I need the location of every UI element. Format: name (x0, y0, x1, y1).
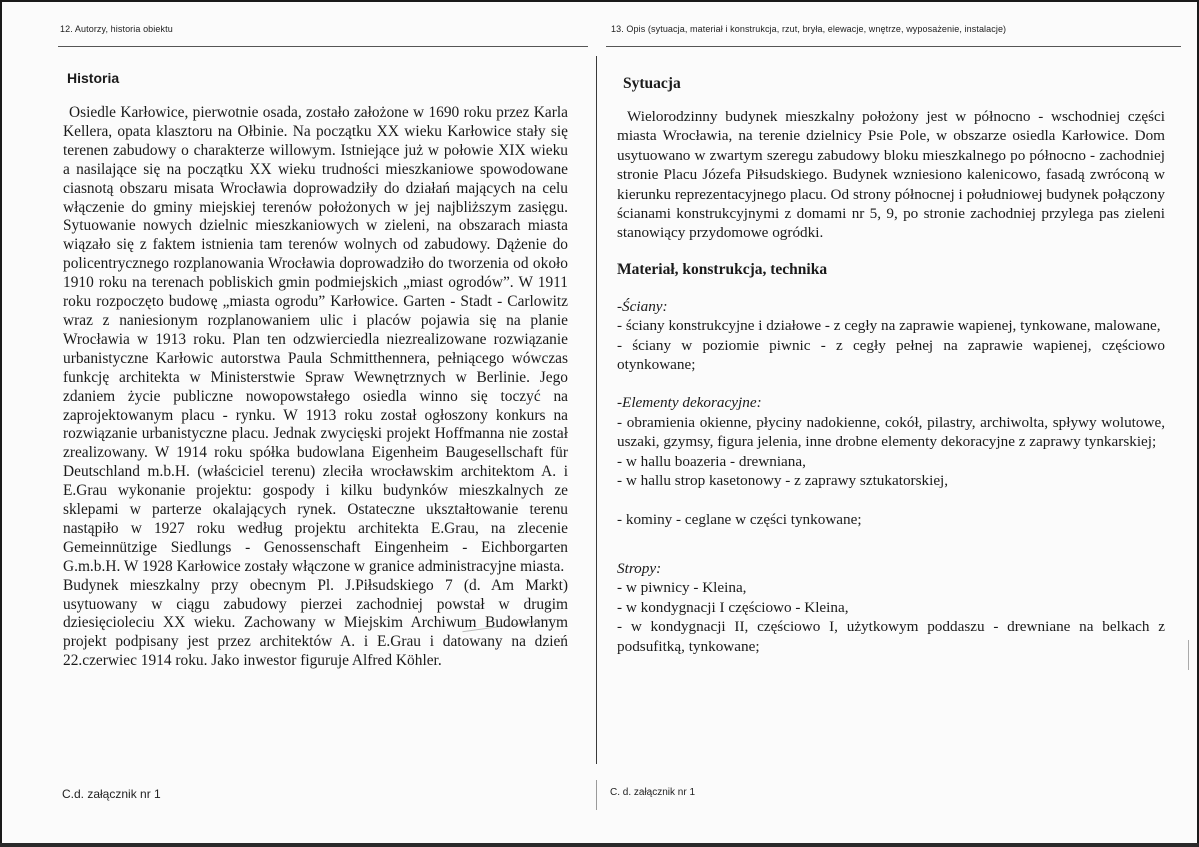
ceilings-item-3: - w kondygnacji II, częściowo I, użytkowym poddaszu - drewniane na belkach z podsufitką, tynkowane; (617, 618, 1165, 655)
decorative-item-3: - w hallu strop kasetonowy - z zaprawy sztukatorskiej, (617, 472, 949, 490)
header-rule-left (58, 46, 588, 47)
header-rule-right (606, 46, 1181, 47)
description-column (617, 75, 1165, 656)
scan-border-left (0, 0, 2, 847)
ceilings-item-2: - w kondygnacji I częściowo - Kleina, (617, 598, 849, 616)
footer-right-label: C. d. załącznik nr 1 (610, 787, 696, 798)
walls-item-2: - ściany w poziomie piwnic - z cegły pełnej na zaprawie wapienej, częściowo otynkowane; (617, 336, 1165, 374)
walls-item-1: - ściany konstrukcyjne i działowe - z cegły na zaprawie wapienej, tynkowane, malowane, (617, 317, 1161, 335)
ceilings-label: Stropy: (617, 559, 662, 577)
scan-border-top (0, 0, 1199, 2)
header-right-label: 13. Opis (sytuacja, materiał i konstrukcja, rzut, bryła, elewacje, wnętrze, wyposażenie, instalacje) (611, 24, 1007, 34)
footer-left-label: C.d. załącznik nr 1 (62, 787, 161, 801)
scan-mark (1188, 640, 1189, 670)
history-paragraph-1: Osiedle Karłowice, pierwotnie osada, zostało założone w 1690 roku przez Karla Kellera, opata klasztoru na Ołbinie. Na początku XX wieku Karłowice stały się terenen zabudowy o charakterze willowym. Istniejące już w połowie XIX wieku a nasilające się na początku XX wieku trudności mieszkaniowe spowodowane ciasnotą obszaru misata Wrocławia doprowadziły do działań mających na celu włączenie do gminy miejskiej terenów położonych w jej najbliższym zasięgu. Sytuowanie nowych dzielnic mieszkaniowych w zieleni, na obszarach miasta wiązało się z faktem istnienia tam terenów wolnych od zabudowy. Dążenie do policentrycznego rozplanowania Wrocławia doprowadziło do tworzenia od około 1910 roku na terenach pobliskich gmin podmiejskich „miast ogrodów”. W 1911 roku rozpoczęto budowę „miasta ogrodu” Karłowice. Garten - Stadt - Carlowitz wraz z naniesionym rozplanowaniem ulic i placów pojawia się na planie Wrocławia w 1913 roku. Plan ten odzwierciedla niezrealizowane rozwiązanie urbanistyczne Karłowic autorstwa Paula Schmitthennera, pełniącego wówczas funkcję architekta w Ministerstwie Spraw Wewnętrznych w Berlinie. Jego zdaniem życie publiczne nowopowstałego osiedla winno się toczyć na zaprojektowanym placu - rynku. W 1913 roku został ogłoszony konkurs na rozwiązanie urbanistyczne placu. Jednak zwycięski projekt Hoffmanna nie został zrealizowany. W 1914 roku spółka budowlana Eigenheim Baugesellschaft für Deutschland m.b.H. (właściciel terenu) zleciła wrocławskim architektom A. i E.Grau wykonanie projektu: gospody i kilku budynków mieszkalnych ze sklepami w parterze okalających rynek. Ostateczne ukształtowanie terenu nastąpiło w 1927 roku według projektu architekta E.Grau, na zlecenie Gemeinnützige Siedlungs - Genossenschaft Eingenheim - Eichborgarten G.m.b.H. W 1928 Karłowice zostały włączone w granice administracyjne miasta. (63, 104, 568, 575)
column-divider (596, 56, 597, 764)
decorative-item-2: - w hallu boazeria - drewniana, (617, 452, 806, 470)
situation-heading: Sytuacja (623, 75, 681, 92)
decorative-elements-label: -Elementy dekoracyjne: (617, 394, 762, 412)
header-left-label: 12. Autorzy, historia obiektu (60, 24, 173, 34)
chimneys-item: - kominy - ceglane w części tynkowane; (617, 510, 862, 528)
history-paragraph-2: Budynek mieszkalny przy obecnym Pl. J.Piłsudskiego 7 (d. Am Markt) usytuowany w ciągu zabudowy pierzei zachodniej powstał w drugim dziesięcioleciu XX wieku. Zachowany w Miejskim Archiwum Budowlanym projekt podpisany jest przez architektów A. i E.Grau i datowany na dzień 22.czerwiec 1914 roku. Jako inwestor figuruje Alfred Köhler. (63, 576, 568, 670)
history-heading: Historia (67, 70, 120, 86)
material-heading: Materiał, konstrukcja, technika (617, 260, 828, 278)
scan-border-bottom (0, 843, 1199, 847)
history-column (63, 70, 568, 671)
walls-label: -Ściany: (617, 297, 668, 315)
situation-paragraph: Wielorodzinny budynek mieszkalny położony jest w północno - wschodniej części miasta Wrocławia, na terenie dzielnicy Psie Pole, w obszarze osiedla Karłowice. Dom usytuowano w zwartym szeregu zabudowy bloku mieszkalnego po północno - zachodniej stronie Placu Józefa Piłsudskiego. Budynek wzniesiono kalenicowo, fasadą zwróconą w kierunku reprezentacyjnego placu. Od strony północnej i południowej budynek połączony ścianami konstrukcyjnymi z domami nr 5, 9, po stronie zachodniej przylega pas zieleni stanowiący przydomowe ogródki. (617, 108, 1165, 242)
column-divider-lower (596, 780, 597, 810)
decorative-item-1: - obramienia okienne, płyciny nadokienne, cokół, pilastry, archiwolta, spływy wolutowe, uszaki, gzymsy, figura jelenia, inne drobne elementy dekoracyjne z zaprawy tynkarskiej; (617, 413, 1165, 451)
ceilings-item-1: - w piwnicy - Kleina, (617, 579, 747, 597)
